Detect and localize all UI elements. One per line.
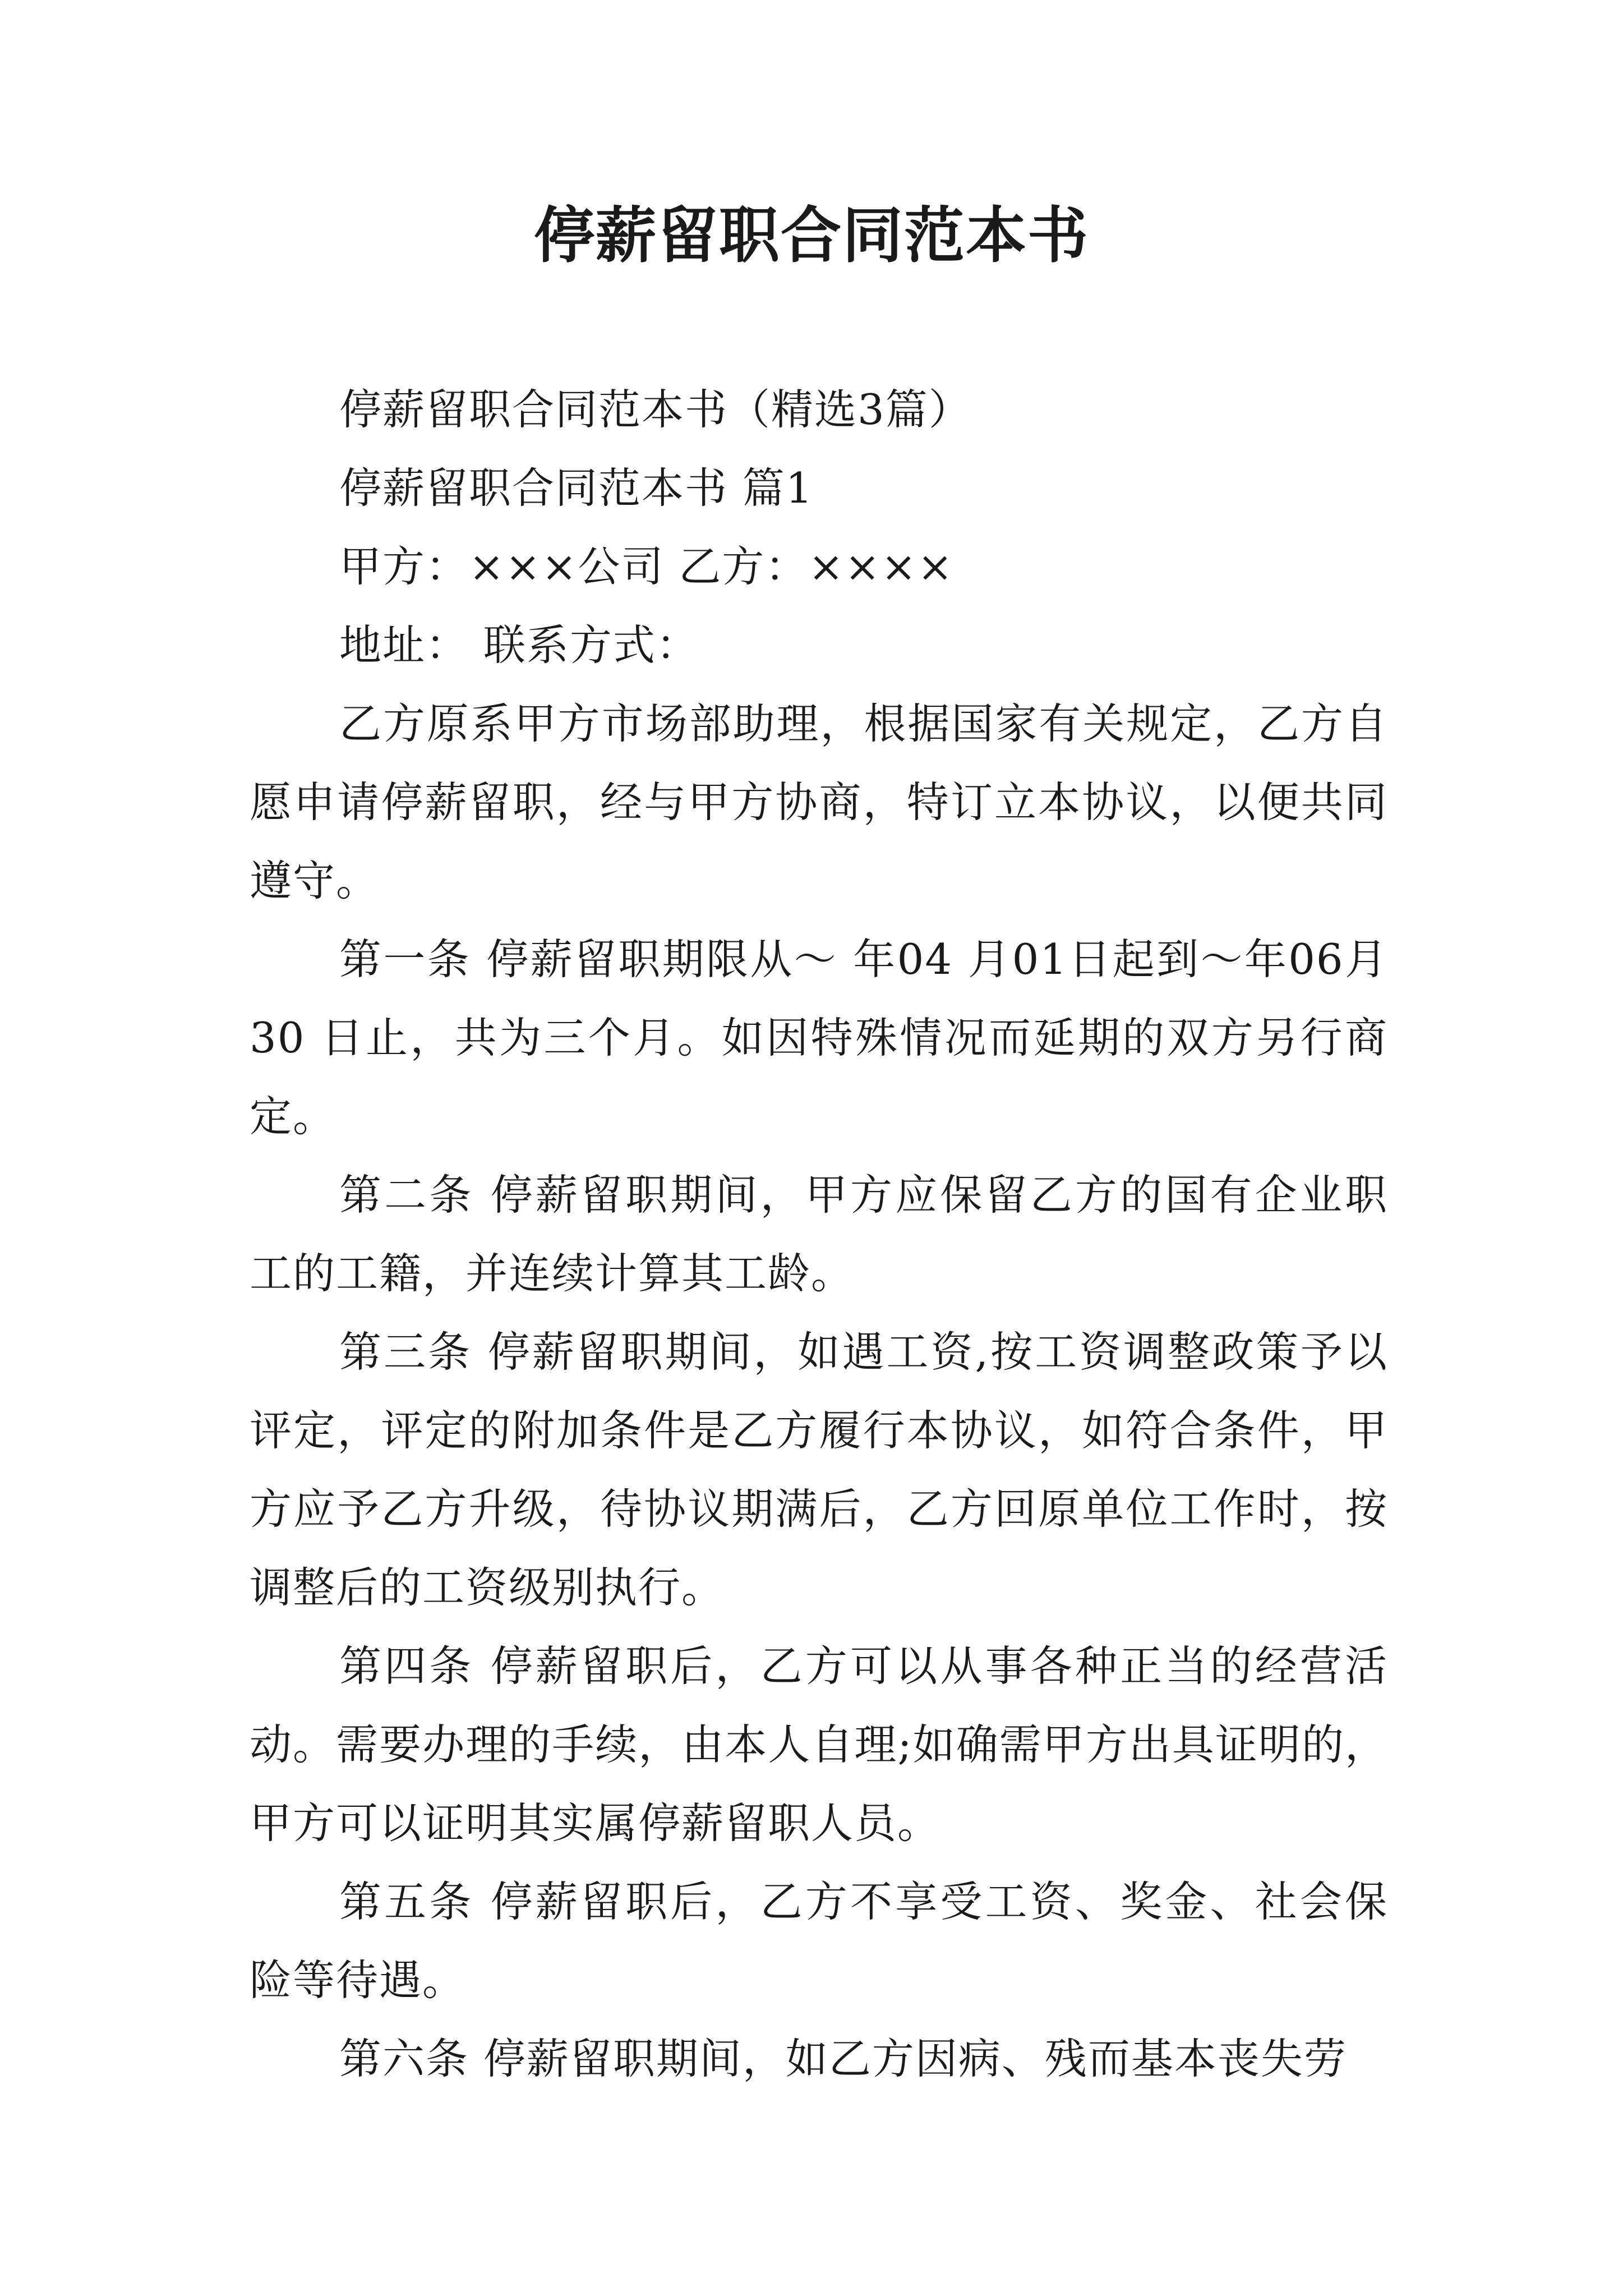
paragraph-parties: 甲方：×××公司 乙方：×××× bbox=[339, 542, 954, 591]
paragraph-section-heading: 停薪留职合同范本书 篇1 bbox=[339, 463, 814, 513]
paragraph-subtitle: 停薪留职合同范本书（精选3篇） bbox=[339, 385, 972, 434]
paragraph-address: 地址： 联系方式： bbox=[339, 620, 699, 670]
paragraph-article-3: 第三条 停薪留职期间，如遇工资,按工资调整政策予以评定，评定的附加条件是乙方履行本协议，如符合条件，甲方应予乙方升级，待协议期满后，乙方回原单位工作时，按调整后的工资级别执行。 bbox=[250, 1327, 1388, 1612]
paragraph-article-4: 第四条 停薪留职后，乙方可以从事各种正当的经营活动。需要办理的手续，由本人自理;如确需甲方出具证明的，甲方可以证明其实属停薪留职人员。 bbox=[250, 1641, 1388, 1848]
page-title: 停薪留职合同范本书 bbox=[533, 200, 1089, 271]
document-body bbox=[250, 370, 1388, 2098]
paragraph-article-2: 第二条 停薪留职期间，甲方应保留乙方的国有企业职工的工籍，并连续计算其工龄。 bbox=[250, 1170, 1388, 1298]
paragraph-article-1: 第一条 停薪留职期限从～ 年04 月01日起到～年06月30 日止，共为三个月。如因特殊情况而延期的双方另行商定。 bbox=[250, 935, 1388, 1141]
paragraph-article-5: 第五条 停薪留职后，乙方不享受工资、奖金、社会保险等待遇。 bbox=[250, 1877, 1388, 2005]
paragraph-article-6: 第六条 停薪留职期间，如乙方因病、残而基本丧失劳 bbox=[339, 2034, 1347, 2083]
paragraph-intro: 乙方原系甲方市场部助理，根据国家有关规定，乙方自愿申请停薪留职，经与甲方协商，特订立本协议，以便共同遵守。 bbox=[250, 699, 1388, 905]
